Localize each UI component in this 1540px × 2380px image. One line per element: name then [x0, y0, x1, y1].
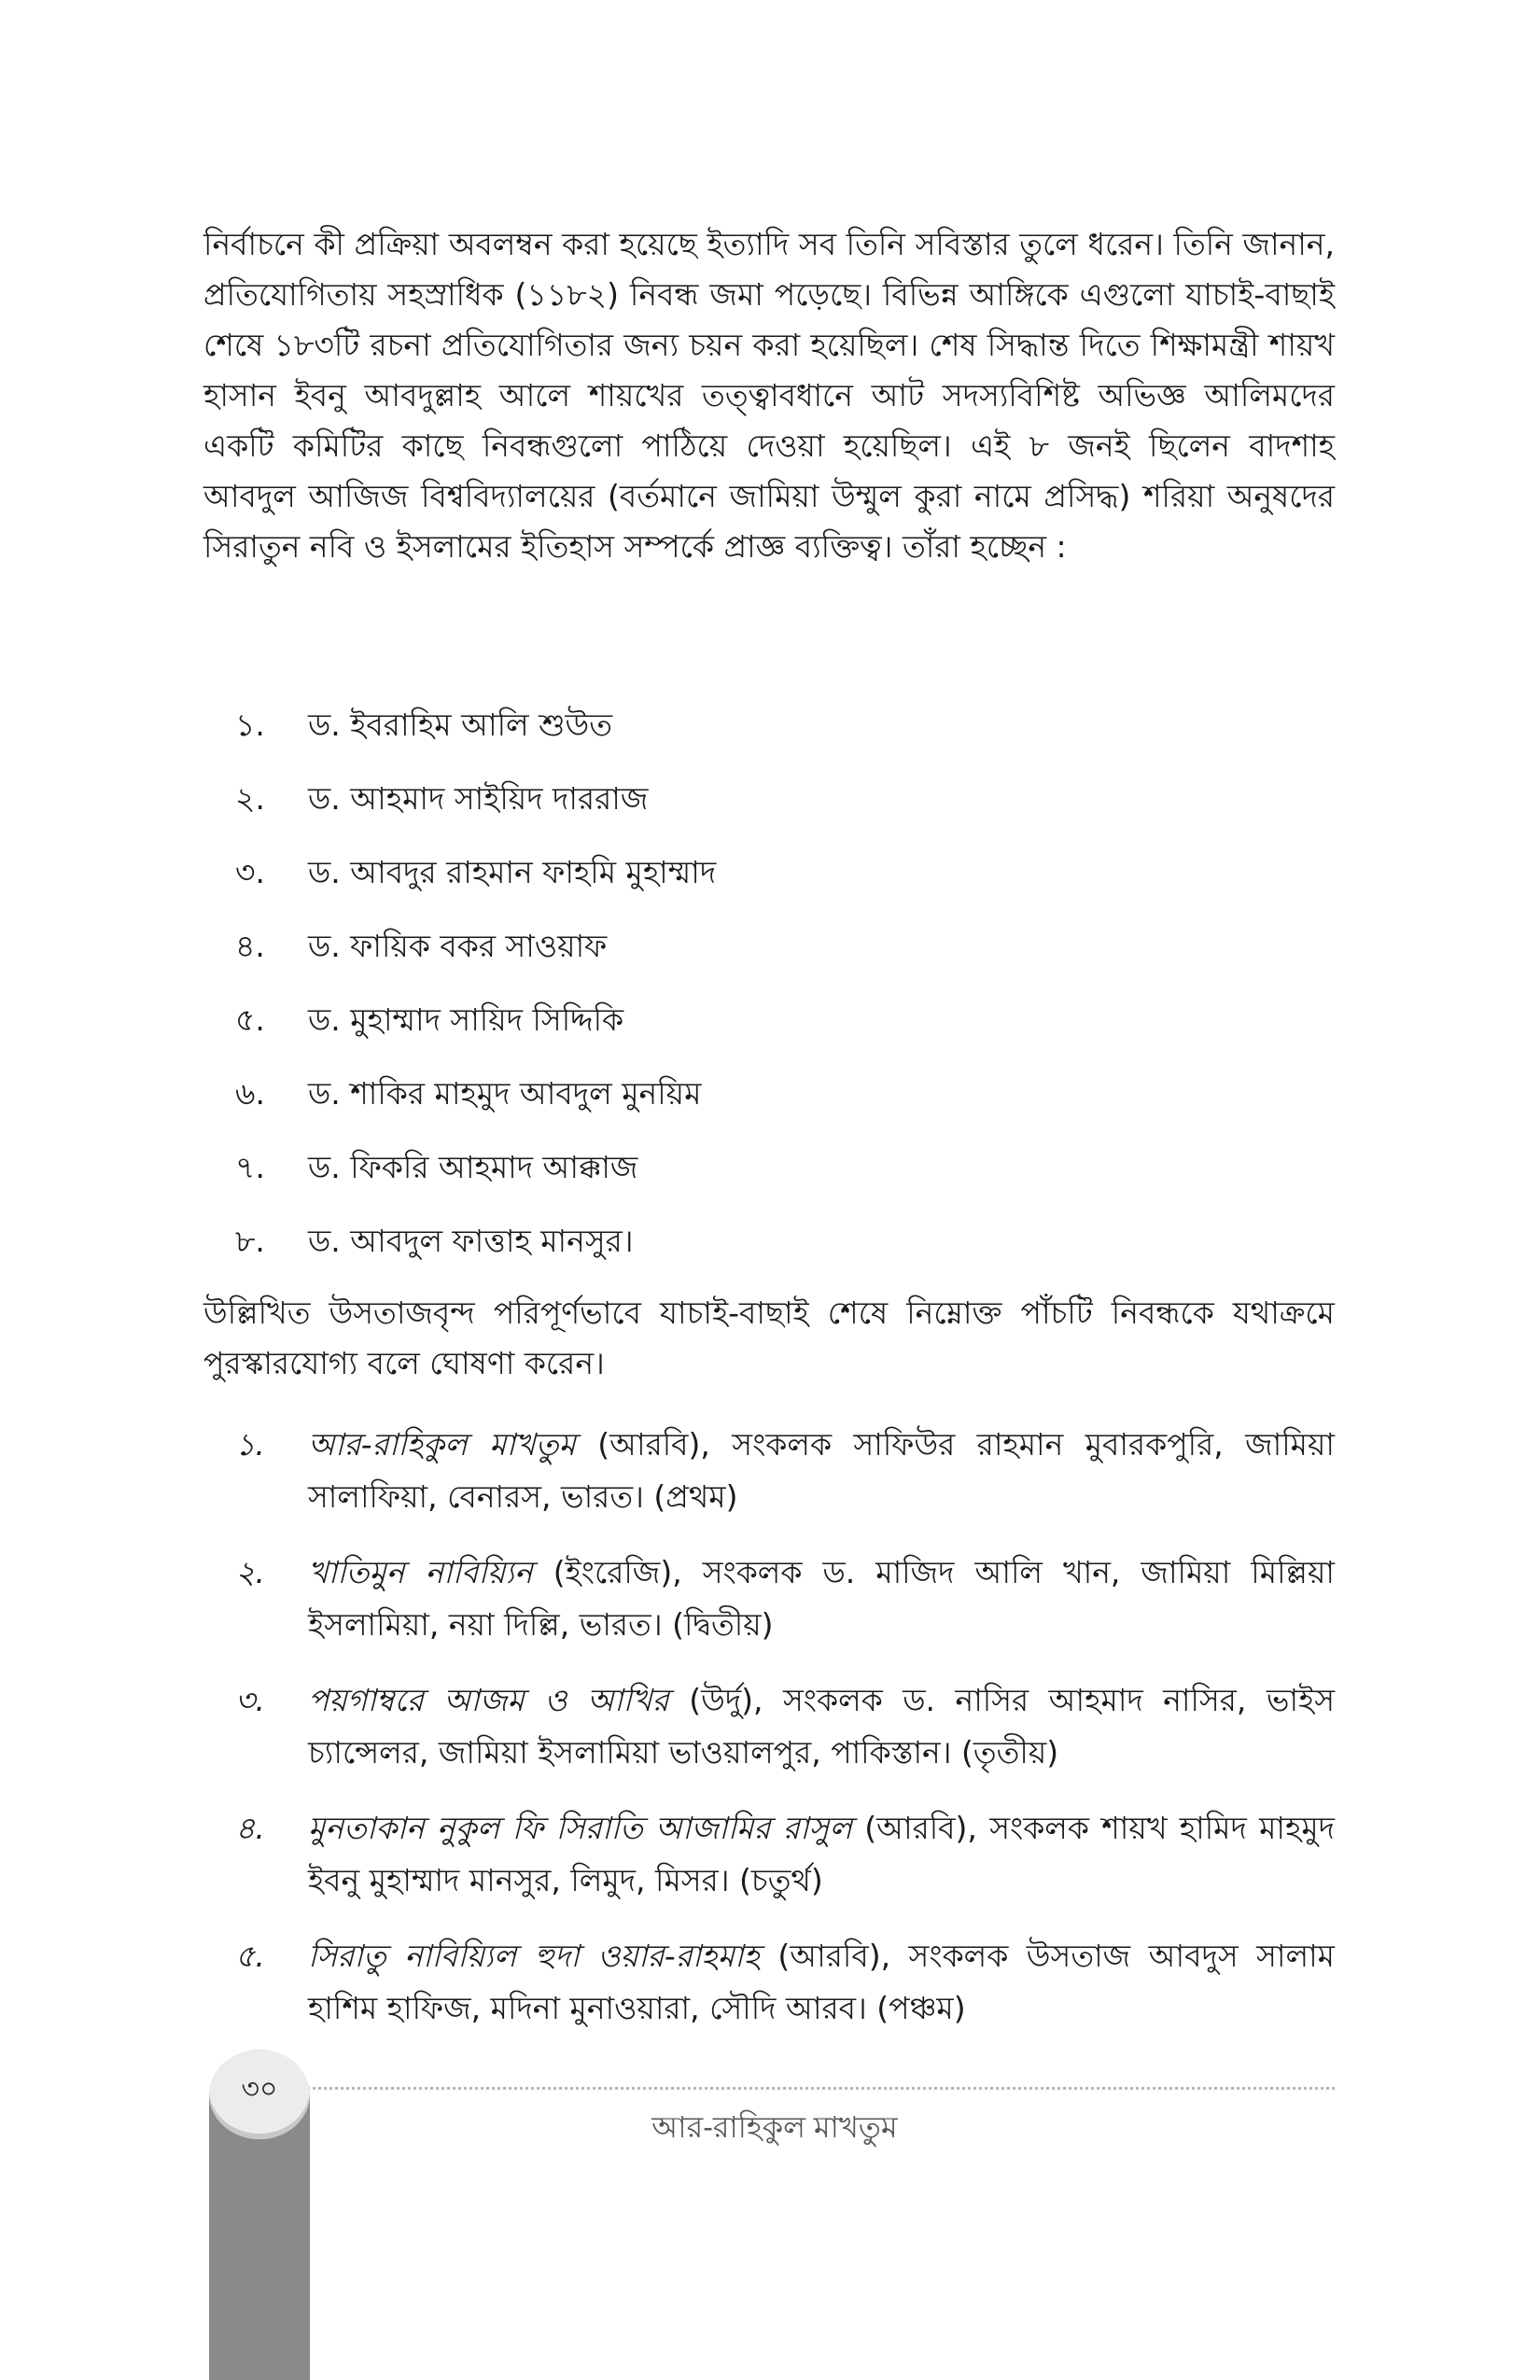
work-entry	[308, 1802, 1335, 1907]
list-item	[203, 1419, 1335, 1547]
item-number: ৩.	[235, 854, 265, 890]
item-number: ৪.	[235, 928, 265, 964]
work-details: (উর্দু), সংকলক ড. নাসির আহমাদ নাসির, ভাইস চ্যান্সেলর, জামিয়া ইসলামিয়া ভাওয়ালপুর, পাকিস্তান। (তৃতীয়)	[308, 1682, 1335, 1771]
list-item	[203, 847, 1335, 921]
judge-name: ড. ইবরাহিম আলি শুউত	[308, 707, 612, 743]
list-item	[203, 1142, 1335, 1216]
work-details: (আরবি), সংকলক সাফিউর রাহমান মুবারকপুরি, জামিয়া সালাফিয়া, বেনারস, ভারত। (প্রথম)	[308, 1426, 1335, 1515]
list-item	[203, 1930, 1335, 2058]
judges-list	[203, 700, 1335, 1290]
list-item	[203, 1674, 1335, 1802]
page-number: ৩০	[209, 2050, 310, 2139]
item-number: ৫.	[235, 1938, 265, 1974]
list-item	[203, 1216, 1335, 1290]
work-entry	[308, 1930, 1335, 2035]
work-title: মুনতাকান নুকুল ফি সিরাতি আজামির রাসুল	[308, 1810, 852, 1846]
intro-paragraph: নির্বাচনে কী প্রক্রিয়া অবলম্বন করা হয়েছে ইত্যাদি সব তিনি সবিস্তার তুলে ধরেন। তিনি জানান, প্রতিযোগিতায় সহস্রাধিক (১১৮২) নিবন্ধ জমা পড়েছে। বিভিন্ন আঙ্গিকে এগুলো যাচাই-বাছাই শেষে ১৮৩টি রচনা প্রতিযোগিতার জন্য চয়ন করা হয়েছিল। শেষ সিদ্ধান্ত দিতে শিক্ষামন্ত্রী শায়খ হাসান ইবনু আবদুল্লাহ আলে শায়খের তত্ত্বাবধানে আট সদস্যবিশিষ্ট অভিজ্ঞ আলিমদের একটি কমিটির কাছে নিবন্ধগুলো পাঠিয়ে দেওয়া হয়েছিল। এই ৮ জনই ছিলেন বাদশাহ আবদুল আজিজ বিশ্ববিদ্যালয়ের (বর্তমানে জামিয়া উম্মুল কুরা নামে প্রসিদ্ধ) শরিয়া অনুষদের সিরাতুন নবি ও ইসলামের ইতিহাস সম্পর্কে প্রাজ্ঞ ব্যক্তিত্ব। তাঁরা হচ্ছেন :	[203, 226, 1335, 565]
item-number: ২.	[235, 1554, 265, 1590]
work-entry	[308, 1547, 1335, 1651]
list-item	[203, 700, 1335, 774]
judge-name: ড. মুহাম্মাদ সায়িদ সিদ্দিকি	[308, 1001, 624, 1038]
item-number: ৫.	[235, 1001, 265, 1038]
item-number: ৮.	[235, 1223, 265, 1259]
item-number: ৩.	[235, 1682, 265, 1718]
work-title: খাতিমুন নাবিয়্যিন	[308, 1554, 533, 1590]
judge-name: ড. আহমাদ সাইয়িদ দাররাজ	[308, 780, 649, 817]
item-number: ৭.	[235, 1149, 265, 1185]
list-item	[203, 774, 1335, 847]
running-title: আর-রাহিকুল মাখতুম	[651, 2110, 898, 2144]
work-details: (আরবি), সংকলক উসতাজ আবদুস সালাম হাশিম হাফিজ, মদিনা মুনাওয়ারা, সৌদি আরব। (পঞ্চম)	[308, 1938, 1335, 2026]
item-number: ৪.	[235, 1810, 265, 1846]
work-title: সিরাতু নাবিয়্যিল হুদা ওয়ার-রাহমাহ	[308, 1938, 760, 1974]
judge-name: ড. ফায়িক বকর সাওয়াফ	[308, 928, 608, 964]
work-entry	[308, 1419, 1335, 1523]
work-title: পয়গাম্বরে আজম ও আখির	[308, 1682, 669, 1718]
awarded-works-list	[203, 1419, 1335, 2058]
item-number: ১.	[235, 1426, 265, 1463]
list-item	[203, 921, 1335, 995]
item-number: ১.	[235, 707, 265, 743]
awards-paragraph: উল্লিখিত উসতাজবৃন্দ পরিপূর্ণভাবে যাচাই-বাছাই শেষে নিম্নোক্ত পাঁচটি নিবন্ধকে যথাক্রমে পুরস্কারযোগ্য বলে ঘোষণা করেন।	[203, 1295, 1335, 1381]
judge-name: ড. আবদুল ফাত্তাহ মানসুর।	[308, 1223, 634, 1259]
list-item	[203, 995, 1335, 1069]
item-number: ৬.	[235, 1075, 265, 1112]
judge-name: ড. ফিকরি আহমাদ আক্কাজ	[308, 1149, 638, 1185]
judge-name: ড. শাকির মাহমুদ আবদুল মুনয়িম	[308, 1075, 702, 1112]
list-item	[203, 1547, 1335, 1674]
work-entry	[308, 1674, 1335, 1779]
item-number: ২.	[235, 780, 265, 817]
judge-name: ড. আবদুর রাহমান ফাহমি মুহাম্মাদ	[308, 854, 717, 890]
list-item	[203, 1069, 1335, 1142]
work-title: আর-রাহিকুল মাখতুম	[308, 1426, 576, 1463]
footer-divider	[263, 2087, 1335, 2090]
list-item	[203, 1802, 1335, 1930]
work-details: (আরবি), সংকলক শায়খ হামিদ মাহমুদ ইবনু মুহাম্মাদ মানসুর, লিমুদ, মিসর। (চতুর্থ)	[308, 1810, 1335, 1898]
work-details: (ইংরেজি), সংকলক ড. মাজিদ আলি খান, জামিয়া মিল্লিয়া ইসলামিয়া, নয়া দিল্লি, ভারত। (দ্বিতীয়)	[308, 1554, 1335, 1643]
